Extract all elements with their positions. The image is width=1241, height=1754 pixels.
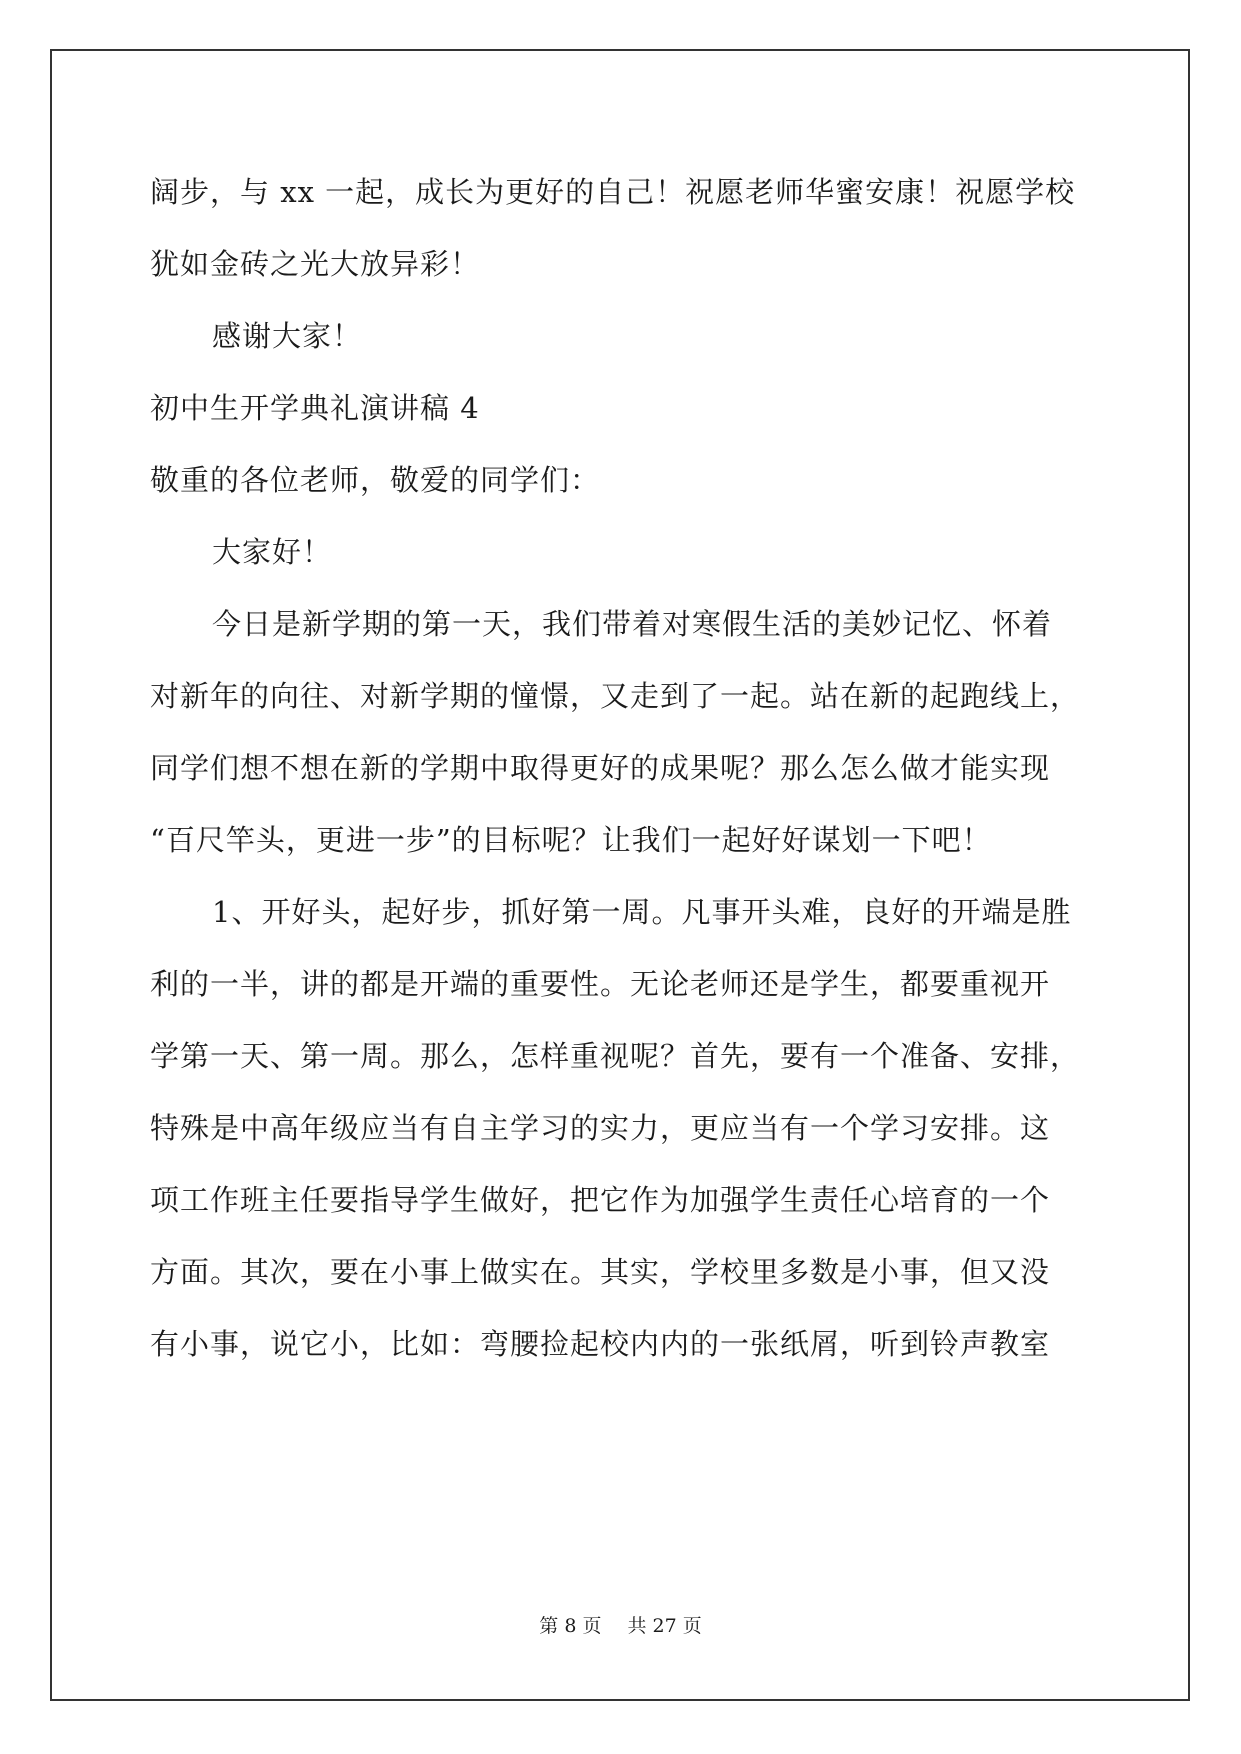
text-line: 感谢大家！ xyxy=(212,319,363,353)
salutation: 敬重的各位老师，敬爱的同学们： xyxy=(150,463,601,497)
page-border xyxy=(50,49,1190,1701)
text-line: 项工作班主任要指导学生做好，把它作为加强学生责任心培育的一个 xyxy=(150,1183,1051,1217)
text-line: 特殊是中高年级应当有自主学习的实力，更应当有一个学习安排。这 xyxy=(150,1111,1051,1145)
section-heading: 初中生开学典礼演讲稿 4 xyxy=(150,391,480,425)
text-line: 阔步，与 xx 一起，成长为更好的自己！祝愿老师华蜜安康！祝愿学校 xyxy=(150,175,1076,209)
page-footer xyxy=(0,1614,1241,1638)
text-line: 有小事，说它小，比如：弯腰捡起校内内的一张纸屑，听到铃声教室 xyxy=(150,1327,1051,1361)
text-line: 犹如金砖之光大放异彩！ xyxy=(150,247,481,281)
text-line: 对新年的向往、对新学期的憧憬，又走到了一起。站在新的起跑线上， xyxy=(150,679,1081,713)
greeting: 大家好！ xyxy=(212,535,333,569)
text-line: 今日是新学期的第一天，我们带着对寒假生活的美妙记忆、怀着 xyxy=(212,607,1053,641)
text-line: “百尺竿头，更进一步”的目标呢？让我们一起好好谋划一下吧！ xyxy=(150,823,992,857)
text-line: 1、开好头，起好步，抓好第一周。凡事开头难，良好的开端是胜 xyxy=(212,895,1072,929)
page-number: 第 8 页 xyxy=(539,1615,602,1637)
text-line: 同学们想不想在新的学期中取得更好的成果呢？那么怎么做才能实现 xyxy=(150,751,1051,785)
page-total: 共 27 页 xyxy=(627,1615,702,1637)
text-line: 学第一天、第一周。那么，怎样重视呢？首先，要有一个准备、安排， xyxy=(150,1039,1081,1073)
text-line: 方面。其次，要在小事上做实在。其实，学校里多数是小事，但又没 xyxy=(150,1255,1051,1289)
text-line: 利的一半，讲的都是开端的重要性。无论老师还是学生，都要重视开 xyxy=(150,967,1051,1001)
